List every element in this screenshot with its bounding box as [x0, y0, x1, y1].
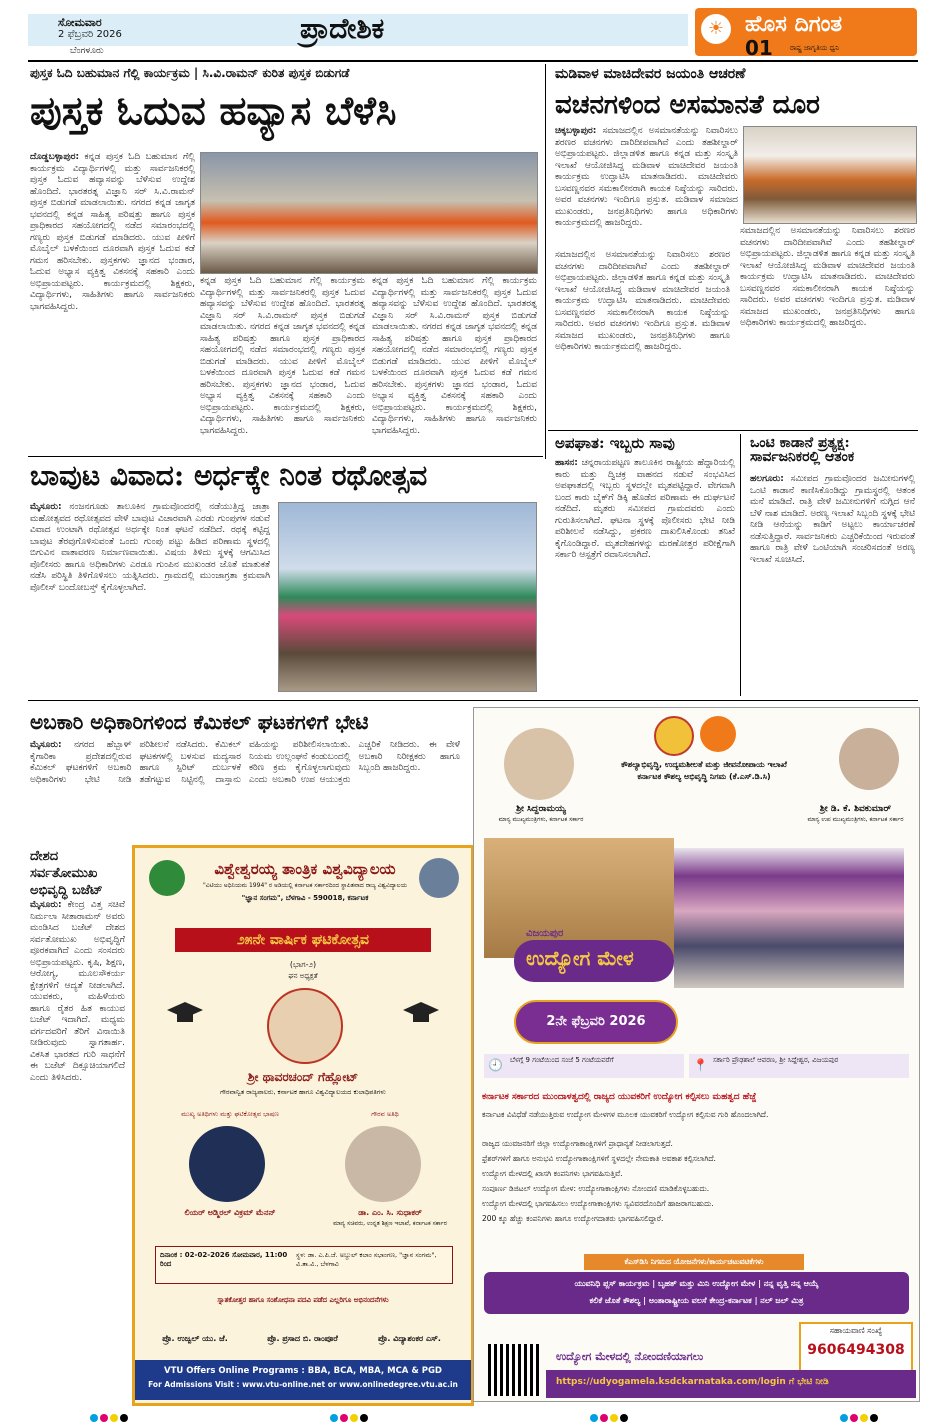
- udyoga-url[interactable]: https://udyogamela.ksdckarnataka.com/login ಗೆ ಭೇಟಿ ನೀಡಿ: [556, 1377, 829, 1387]
- page-number: 01: [745, 36, 773, 60]
- graduation-cap-icon-2: [401, 998, 441, 1032]
- vtu-chair-label: ಘನ ಅಧ್ಯಕ್ಷತೆ: [288, 972, 318, 980]
- udyoga-intro: ಕರ್ನಾಟಕ ವಿವಿಧೆಡೆ ನಡೆಯುತ್ತಿರುವ ಉದ್ಯೋಗ ಮೇಳಗಳ ಮೂಲಕ ಯುವಕರಿಗೆ ಉದ್ಯೋಗ ಕಲ್ಪಿಸುವ ಗುರಿ ಹೊಂದಲಾಗಿದೆ.: [482, 1110, 769, 1119]
- vtu-chief-label: ಮುಖ್ಯ ಅತಿಥಿಗಳು ಮತ್ತು ಘಟಿಕೋತ್ಸವ ಭಾಷಣ: [181, 1110, 279, 1118]
- story2-dateline: ಚಿಕ್ಕಬಳ್ಳಾಪುರ:: [555, 126, 597, 136]
- story4-text: ಚನ್ನರಾಯಪಟ್ಟಣ ತಾಲೂಕಿನ ರಾಷ್ಟ್ರೀಯ ಹೆದ್ದಾರಿಯಲ್ಲಿ ಕಾರು ಮತ್ತು ದ್ವಿಚಕ್ರ ವಾಹನದ ನಡುವೆ ಸಂಭವಿಸಿದ ಅಪಘಾತದಲ್ಲಿ ಇಬ್ಬರು ಸ್ಥಳದಲ್ಲೇ ಮೃತಪಟ್ಟಿದ್ದಾರೆ. ವೇಗವಾಗಿ ಬಂದ ಕಾರು ಬೈಕ್‌ಗೆ ಡಿಕ್ಕಿ ಹೊಡೆದ ಪರಿಣಾಮ ಈ ದುರ್ಘಟನೆ ನಡೆದಿದೆ. ಮೃತರು ಸಮೀಪದ ಗ್ರಾಮದವರು ಎಂದು ಗುರುತಿಸಲಾಗಿದೆ. ಘಟನಾ ಸ್ಥಳಕ್ಕೆ ಪೊಲೀಸರು ಭೇಟಿ ನೀಡಿ ಪರಿಶೀಲನೆ ನಡೆಸಿದ್ದು, ಪ್ರಕರಣ ದಾಖಲಿಸಿಕೊಂಡು ತನಿಖೆ ಕೈಗೊಂಡಿದ್ದಾರೆ. ಮೃತದೇಹಗಳನ್ನು ಮರಣೋತ್ತರ ಪರೀಕ್ಷೆಗಾಗಿ ಸರ್ಕಾರಿ ಆಸ್ಪತ್ರೆಗೆ ರವಾನಿಸಲಾಗಿದೆ.: [555, 458, 735, 560]
- story6-dateline: ಮೈಸೂರು:: [30, 740, 62, 750]
- vtu-sig-1: ಪ್ರೊ. ಉಜ್ವಲ್ ಯು. ಜೆ.: [162, 1334, 228, 1343]
- registration-marks-2: [330, 1407, 370, 1426]
- story2-body: [555, 126, 738, 246]
- udyoga-schemes-title: ಕೆಎಸ್‌ಡಿಸಿ ನಿಗಮದ ಯೋಜನೆಗಳು/ಕಾರ್ಯಚಟುವಟಿಕೆಗಳು: [584, 1254, 804, 1270]
- story2-headline: ವಚನಗಳಿಂದ ಅಸಮಾನತೆ ದೂರ: [555, 90, 820, 120]
- udyoga-place: ವಿಜಯಪುರ: [526, 928, 564, 939]
- vtu-sig-2: ಪ್ರೊ. ಪ್ರಸಾದ ಬಿ. ರಾಂಪೂರೆ: [267, 1334, 338, 1343]
- udyoga-time: ಬೆಳಗ್ಗೆ 9 ಗಂಟೆಯಿಂದ ಸಂಜೆ 5 ಗಂಟೆಯವರೆಗೆ: [510, 1056, 614, 1064]
- udyoga-point: 200 ಕ್ಕೂ ಹೆಚ್ಚು ಕಂಪನಿಗಳು ಹಾಗೂ ಉದ್ಯೋಗದಾತರು ಭಾಗವಹಿಸಲಿದ್ದಾರೆ.: [482, 1214, 664, 1223]
- vtu-footer-admissions: For Admissions Visit : www.vtu-online.net or www.onlinedegree.vtu.ac.in: [148, 1380, 458, 1389]
- story1-photo: [200, 152, 538, 274]
- udyoga-point: ಸಂಪೂರ್ಣ ಡಿಜಿಟಲ್ ಉದ್ಯೋಗ ಮೇಳ: ಉದ್ಯೋಗಾಕಾಂಕ್ಷಿಗಳು ನೋಂದಣಿ ಮಾಡಿಕೊಳ್ಳಬಹುದು.: [482, 1184, 710, 1193]
- paper-name: ಹೊಸ ದಿಗಂತ: [745, 12, 843, 37]
- story3-body: [30, 502, 270, 692]
- rule-mid-right: [548, 430, 918, 431]
- dcm-portrait: [839, 728, 899, 790]
- honour-guest-portrait: [345, 1126, 421, 1202]
- story3-text: ನಂಜನಗೂಡು ತಾಲೂಕಿನ ಗ್ರಾಮವೊಂದರಲ್ಲಿ ನಡೆಯುತ್ತಿದ್ದ ಜಾತ್ರಾ ಮಹೋತ್ಸವದ ರಥೋತ್ಸವದ ವೇಳೆ ಬಾವುಟ ವಿಚಾರವಾಗಿ ಎರಡು ಗುಂಪುಗಳ ನಡುವೆ ವಿವಾದ ಉಂಟಾಗಿ ರಥೋತ್ಸವ ಅರ್ಧಕ್ಕೇ ನಿಂತ ಘಟನೆ ನಡೆದಿದೆ. ರಥಕ್ಕೆ ಕಟ್ಟಿದ್ದ ಬಾವುಟ ತೆರವುಗೊಳಿಸುವಂತೆ ಒಂದು ಗುಂಪು ಪಟ್ಟು ಹಿಡಿದ ಪರಿಣಾಮ ಸ್ಥಳದಲ್ಲಿ ಬಿಗುವಿನ ವಾತಾವರಣ ನಿರ್ಮಾಣವಾಯಿತು. ವಿಷಯ ತಿಳಿದು ಸ್ಥಳಕ್ಕೆ ಆಗಮಿಸಿದ ಪೊಲೀಸರು ಹಾಗೂ ಅಧಿಕಾರಿಗಳು ಎರಡೂ ಗುಂಪಿನ ಮುಖಂಡರ ಜೊತೆ ಮಾತುಕತೆ ನಡೆಸಿ ಪರಿಸ್ಥಿತಿ ತಿಳಿಗೊಳಿಸಲು ಯತ್ನಿಸಿದರು. ಗ್ರಾಮದಲ್ಲಿ ಮುಂಜಾಗ್ರತಾ ಕ್ರಮವಾಗಿ ಪೊಲೀಸ್ ಬಂದೋಬಸ್ತ್ ಕೈಗೊಳ್ಳಲಾಗಿದೆ.: [30, 502, 270, 593]
- story1-text-3: ಕನ್ನಡ ಪುಸ್ತಕ ಓದಿ ಬಹುಮಾನ ಗೆಲ್ಲಿ ಕಾರ್ಯಕ್ರಮ ವಿದ್ಯಾರ್ಥಿಗಳಲ್ಲಿ ಮತ್ತು ಸಾರ್ವಜನಿಕರಲ್ಲಿ ಪುಸ್ತಕ ಓದುವ ಹವ್ಯಾಸವನ್ನು ಬೆಳೆಸುವ ಉದ್ದೇಶ ಹೊಂದಿದೆ. ಭಾರತರತ್ನ ವಿಜ್ಞಾನಿ ಸರ್ ಸಿ.ವಿ.ರಾಮನ್ ಪುಸ್ತಕ ಬಿಡುಗಡೆ ಮಾಡಲಾಯಿತು. ನಗರದ ಕನ್ನಡ ಜಾಗೃತ ಭವನದಲ್ಲಿ ಕನ್ನಡ ಸಾಹಿತ್ಯ ಪರಿಷತ್ತು ಹಾಗೂ ಪುಸ್ತಕ ಪ್ರಾಧಿಕಾರದ ಸಹಯೋಗದಲ್ಲಿ ನಡೆದ ಸಮಾರಂಭದಲ್ಲಿ ಗಣ್ಯರು ಪುಸ್ತಕ ಬಿಡುಗಡೆ ಮಾಡಿದರು. ಯುವ ಪೀಳಿಗೆ ಮೊಬೈಲ್ ಬಳಕೆಯಿಂದ ದೂರವಾಗಿ ಪುಸ್ತಕ ಓದುವ ಕಡೆ ಗಮನ ಹರಿಸಬೇಕು. ಪುಸ್ತಕಗಳು ಜ್ಞಾನದ ಭಂಡಾರ, ಓದುವ ಅಭ್ಯಾಸ ವ್ಯಕ್ತಿತ್ವ ವಿಕಸನಕ್ಕೆ ಸಹಕಾರಿ ಎಂದು ಅಭಿಪ್ರಾಯಪಟ್ಟರು. ಕಾರ್ಯಕ್ರಮದಲ್ಲಿ ಶಿಕ್ಷಕರು, ವಿದ್ಯಾರ್ಥಿಗಳು, ಸಾಹಿತಿಗಳು ಹಾಗೂ ಸಾರ್ವಜನಿಕರು ಭಾಗವಹಿಸಿದ್ದರು.: [372, 276, 537, 436]
- story5-body: [750, 474, 915, 694]
- dcm-name: ಶ್ರೀ ಡಿ. ಕೆ. ಶಿವಕುಮಾರ್: [819, 804, 892, 814]
- location-icon: 📍: [693, 1058, 708, 1072]
- udyoga-venue-box: [689, 1054, 909, 1078]
- helpline-number: 9606494308: [807, 1342, 905, 1358]
- vtu-guest-label: ಗೌರವ ಅತಿಥಿ: [371, 1110, 399, 1118]
- story1-dateline: ದೊಡ್ಡಬಳ್ಳಾಪುರ:: [30, 152, 80, 162]
- story2-text-3: ಸಮಾಜದಲ್ಲಿನ ಅಸಮಾನತೆಯನ್ನು ನಿವಾರಿಸಲು ಶರಣರ ವಚನಗಳು ದಾರಿದೀಪವಾಗಿವೆ ಎಂದು ತಹಶೀಲ್ದಾರ್ ಅಭಿಪ್ರಾಯಪಟ್ಟರು. ಜಿಲ್ಲಾಡಳಿತ ಹಾಗೂ ಕನ್ನಡ ಮತ್ತು ಸಂಸ್ಕೃತಿ ಇಲಾಖೆ ಆಯೋಜಿಸಿದ್ದ ಮಡಿವಾಳ ಮಾಚಿದೇವರ ಜಯಂತಿ ಕಾರ್ಯಕ್ರಮ ಉದ್ಘಾಟಿಸಿ ಮಾತನಾಡಿದರು. ಮಾಚಿದೇವರು ಬಸವಣ್ಣನವರ ಸಮಕಾಲೀನರಾಗಿ ಕಾಯಕ ನಿಷ್ಠೆಯನ್ನು ಸಾರಿದರು. ಅವರ ವಚನಗಳು ಇಂದಿಗೂ ಪ್ರಸ್ತುತ. ಮಡಿವಾಳ ಸಮಾಜದ ಮುಖಂಡರು, ಜನಪ್ರತಿನಿಧಿಗಳು ಹಾಗೂ ಅಧಿಕಾರಿಗಳು ಕಾರ್ಯಕ್ರಮದಲ್ಲಿ ಹಾಜರಿದ್ದರು.: [740, 226, 915, 328]
- vtu-guest-name: ಡಾ. ಎಂ. ಸಿ. ಸುಧಾಕರ್: [358, 1208, 422, 1217]
- udyoga-title-badge: [514, 928, 674, 982]
- story1-text-2: ಕನ್ನಡ ಪುಸ್ತಕ ಓದಿ ಬಹುಮಾನ ಗೆಲ್ಲಿ ಕಾರ್ಯಕ್ರಮ ವಿದ್ಯಾರ್ಥಿಗಳಲ್ಲಿ ಮತ್ತು ಸಾರ್ವಜನಿಕರಲ್ಲಿ ಪುಸ್ತಕ ಓದುವ ಹವ್ಯಾಸವನ್ನು ಬೆಳೆಸುವ ಉದ್ದೇಶ ಹೊಂದಿದೆ. ಭಾರತರತ್ನ ವಿಜ್ಞಾನಿ ಸರ್ ಸಿ.ವಿ.ರಾಮನ್ ಪುಸ್ತಕ ಬಿಡುಗಡೆ ಮಾಡಲಾಯಿತು. ನಗರದ ಕನ್ನಡ ಜಾಗೃತ ಭವನದಲ್ಲಿ ಕನ್ನಡ ಸಾಹಿತ್ಯ ಪರಿಷತ್ತು ಹಾಗೂ ಪುಸ್ತಕ ಪ್ರಾಧಿಕಾರದ ಸಹಯೋಗದಲ್ಲಿ ನಡೆದ ಸಮಾರಂಭದಲ್ಲಿ ಗಣ್ಯರು ಪುಸ್ತಕ ಬಿಡುಗಡೆ ಮಾಡಿದರು. ಯುವ ಪೀಳಿಗೆ ಮೊಬೈಲ್ ಬಳಕೆಯಿಂದ ದೂರವಾಗಿ ಪುಸ್ತಕ ಓದುವ ಕಡೆ ಗಮನ ಹರಿಸಬೇಕು. ಪುಸ್ತಕಗಳು ಜ್ಞಾನದ ಭಂಡಾರ, ಓದುವ ಅಭ್ಯಾಸ ವ್ಯಕ್ತಿತ್ವ ವಿಕಸನಕ್ಕೆ ಸಹಕಾರಿ ಎಂದು ಅಭಿಪ್ರಾಯಪಟ್ಟರು. ಕಾರ್ಯಕ್ರಮದಲ್ಲಿ ಶಿಕ್ಷಕರು, ವಿದ್ಯಾರ್ಥಿಗಳು, ಸಾಹಿತಿಗಳು ಹಾಗೂ ಸಾರ್ವಜನಿಕರು ಭಾಗವಹಿಸಿದ್ದರು.: [200, 276, 365, 436]
- sun-icon: ☀: [701, 14, 731, 44]
- vtu-subtitle: "ವಿಟಿಯು ಅಧಿನಿಯಮ 1994" ರ ಅಡಿಯಲ್ಲಿ ಕರ್ನಾಟಕ ಸರ್ಕಾರದಿಂದ ಸ್ಥಾಪಿತವಾದ ರಾಜ್ಯ ವಿಶ್ವವಿದ್ಯಾಲಯ: [203, 882, 407, 889]
- udyoga-banner: ಕರ್ನಾಟಕ ಸರ್ಕಾರದ ಮುಂದಾಳತ್ವದಲ್ಲಿ ರಾಜ್ಯದ ಯುವಕರಿಗೆ ಉದ್ಯೋಗ ಕಲ್ಪಿಸಲು ಮಹತ್ವದ ಹೆಜ್ಜೆ: [482, 1092, 757, 1102]
- cm-role: ಮಾನ್ಯ ಮುಖ್ಯಮಂತ್ರಿಗಳು, ಕರ್ನಾಟಕ ಸರ್ಕಾರ: [498, 816, 584, 823]
- story7-body: [30, 900, 125, 1405]
- vtu-chair-role: ಗೌರವಾನ್ವಿತ ರಾಜ್ಯಪಾಲರು, ಕರ್ನಾಟಕ ಹಾಗೂ ವಿಶ್ವವಿದ್ಯಾಲಯದ ಕುಲಾಧಿಪತಿಗಳು: [220, 1088, 386, 1096]
- meeting-photo: [674, 848, 904, 988]
- udyoga-schemes-2: ಕಲಿಕೆ ಜೊತೆ ಕೌಶಲ್ಯ | ಅಂತಾರಾಷ್ಟ್ರೀಯ ವಲಸೆ ಕೇಂದ್ರ-ಕರ್ನಾಟಕ | ನಲ್ ಜಲ್ ಮಿತ್ರ: [589, 1296, 804, 1305]
- masthead-date: 2 ಫೆಬ್ರವರಿ 2026: [58, 29, 122, 40]
- udyoga-point: ಫ್ರೆಶರ್‌ಗಳಿಗೆ ಹಾಗೂ ಅನುಭವಿ ಉದ್ಯೋಗಾಕಾಂಕ್ಷಿಗಳಿಗೆ ಸ್ಥಳದಲ್ಲೇ ನೇಮಕಾತಿ ಅವಕಾಶ ಕಲ್ಪಿಸಲಾಗಿದೆ.: [482, 1154, 716, 1163]
- udyoga-point: ರಾಜ್ಯದ ಯುವಜನರಿಗೆ ಜಿಲ್ಲಾ ಉದ್ಯೋಗಾಕಾಂಕ್ಷಿಗಳಿಗೆ ಪ್ರಾಧಾನ್ಯತೆ ನೀಡಲಾಗುತ್ತದೆ.: [482, 1139, 673, 1148]
- graduation-cap-icon: [165, 998, 205, 1032]
- udyoga-mela-ad: [473, 707, 920, 1402]
- clock-icon: 🕘: [488, 1058, 503, 1072]
- story2-text-2: ಸಮಾಜದಲ್ಲಿನ ಅಸಮಾನತೆಯನ್ನು ನಿವಾರಿಸಲು ಶರಣರ ವಚನಗಳು ದಾರಿದೀಪವಾಗಿವೆ ಎಂದು ತಹಶೀಲ್ದಾರ್ ಅಭಿಪ್ರಾಯಪಟ್ಟರು. ಜಿಲ್ಲಾಡಳಿತ ಹಾಗೂ ಕನ್ನಡ ಮತ್ತು ಸಂಸ್ಕೃತಿ ಇಲಾಖೆ ಆಯೋಜಿಸಿದ್ದ ಮಡಿವಾಳ ಮಾಚಿದೇವರ ಜಯಂತಿ ಕಾರ್ಯಕ್ರಮ ಉದ್ಘಾಟಿಸಿ ಮಾತನಾಡಿದರು. ಮಾಚಿದೇವರು ಬಸವಣ್ಣನವರ ಸಮಕಾಲೀನರಾಗಿ ಕಾಯಕ ನಿಷ್ಠೆಯನ್ನು ಸಾರಿದರು. ಅವರ ವಚನಗಳು ಇಂದಿಗೂ ಪ್ರಸ್ತುತ. ಮಡಿವಾಳ ಸಮಾಜದ ಮುಖಂಡರು, ಜನಪ್ರತಿನಿಧಿಗಳು ಹಾಗೂ ಅಧಿಕಾರಿಗಳು ಕಾರ್ಯಕ್ರಮದಲ್ಲಿ ಹಾಜರಿದ್ದರು.: [555, 250, 730, 352]
- vtu-date-venue-box: [155, 1246, 453, 1284]
- udyoga-venue: ಸರ್ಕಾರಿ ಪ್ರೌಢಶಾಲೆ ಆವರಣ, ಶ್ರೀ ಸಿದ್ದೇಶ್ವರ, ವಿಜಯಪುರ: [713, 1056, 839, 1064]
- section-title: ಪ್ರಾದೇಶಿಕ: [300, 12, 385, 45]
- kaushalya-logo-icon: [700, 716, 736, 752]
- top-rule: [28, 60, 918, 62]
- column-divider: [545, 64, 546, 459]
- vtu-chief-name: ಲಿಯರ್ ಅಡ್ಮಿರಲ್ ವಿಕ್ರಮ್ ಮೆನನ್: [184, 1208, 276, 1217]
- helpline-label: ಸಹಾಯವಾಣಿ ಸಂಖ್ಯೆ: [829, 1326, 883, 1335]
- registration-marks-4: [840, 1407, 880, 1426]
- udyoga-register-label: ಉದ್ಯೋಗ ಮೇಳದಲ್ಲಿ ನೋಂದಣಿಯಾಗಲು: [556, 1350, 704, 1363]
- story7-dateline: ಮೈಸೂರು:: [30, 900, 62, 910]
- story5-headline: ಒಂಟಿ ಕಾಡಾನೆ ಪ್ರತ್ಯಕ್ಷ: ಸಾರ್ವಜನಿಕರಲ್ಲಿ ಆತಂಕ: [750, 435, 855, 465]
- column-divider-2: [740, 434, 741, 696]
- registration-marks-1: [90, 1407, 130, 1426]
- story7-headline: ದೇಶದ ಸರ್ವತೋಮುಖ ಅಭಿವೃದ್ಧಿ ಬಜೆಟ್: [30, 849, 103, 898]
- udyoga-point: ಉದ್ಯೋಗ ಮೇಳದಲ್ಲಿ ಭಾಗವಹಿಸಲು ಉದ್ಯೋಗಾಕಾಂಕ್ಷಿಗಳು ಸ್ವವಿವರದೊಂದಿಗೆ ಹಾಜರಾಗಬಹುದು.: [482, 1199, 714, 1208]
- story4-dateline: ಹಾಸನ:: [555, 458, 578, 468]
- vtu-address: "ಜ್ಞಾನ ಸಂಗಮ", ಬೆಳಗಾವಿ - 590018, ಕರ್ನಾಟಕ: [241, 894, 369, 902]
- cm-portrait: [504, 728, 574, 800]
- vtu-footer-programs: VTU Offers Online Programs : BBA, BCA, MBA, MCA & PGD: [164, 1366, 442, 1376]
- udyoga-schemes-box: [484, 1272, 909, 1314]
- vtu-chair-name: ಶ್ರೀ ಥಾವರಚಂದ್ ಗೆಹ್ಲೋಟ್: [247, 1070, 359, 1084]
- qr-code[interactable]: [488, 1344, 540, 1396]
- story4-headline: ಅಪಘಾತ: ಇಬ್ಬರು ಸಾವು: [555, 434, 675, 452]
- chief-guest-portrait: [189, 1126, 265, 1202]
- dcm-role: ಮಾನ್ಯ ಉಪ ಮುಖ್ಯಮಂತ್ರಿಗಳು, ಕರ್ನಾಟಕ ಸರ್ಕಾರ: [807, 816, 904, 823]
- udyoga-title: ಉದ್ಯೋಗ ಮೇಳ: [526, 946, 634, 970]
- story1-kicker: ಪುಸ್ತಕ ಓದಿ ಬಹುಮಾನ ಗೆಲ್ಲಿ ಕಾರ್ಯಕ್ರಮ | ಸಿ.ವಿ.ರಾಮನ್ ಕುರಿತ ಪುಸ್ತಕ ಬಿಡುಗಡೆ: [30, 66, 350, 80]
- governor-portrait: [267, 988, 343, 1064]
- masthead-day: ಸೋಮವಾರ: [58, 16, 102, 29]
- helpline-box: [799, 1322, 913, 1372]
- vtu-date: ದಿನಾಂಕ : 02-02-2026 ಸೋಮವಾರ, 11:00 ರಿಂದ: [160, 1251, 288, 1268]
- visvesvaraya-portrait: [419, 858, 459, 898]
- vtu-part: (ಭಾಗ-೨): [289, 960, 317, 969]
- vtu-venue: ಸ್ಥಳ: ಡಾ. ಎ.ಪಿ.ಜೆ. ಅಬ್ದುಲ್ ಕಲಾಂ ಸಭಾಂಗಣ, "ಜ್ಞಾನ ಸಂಗಮ", ವಿ.ತಾ.ವಿ., ಬೆಳಗಾವಿ: [296, 1251, 437, 1268]
- story2-body-col2: [555, 250, 730, 430]
- cm-name: ಶ್ರೀ ಸಿದ್ದರಾಮಯ್ಯ: [516, 804, 566, 814]
- karnataka-emblem-icon: [654, 716, 694, 756]
- udyoga-date: 2ನೇ ಫೆಬ್ರವರಿ 2026: [514, 1000, 678, 1044]
- story6-body: [30, 740, 460, 835]
- story3-headline: ಬಾವುಟ ವಿವಾದ: ಅರ್ಧಕ್ಕೇ ನಿಂತ ರಥೋತ್ಸವ: [30, 459, 428, 492]
- udyoga-schemes-1: ಯುವನಿಧಿ ಪ್ಲಸ್ ಕಾರ್ಯಕ್ರಮ | ಬೃಹತ್ ಮತ್ತು ಮಿನಿ ಉದ್ಯೋಗ ಮೇಳ | ನನ್ನ ವೃತ್ತಿ ನನ್ನ ಆಯ್ಕೆ: [574, 1279, 819, 1288]
- udyoga-point: ಉದ್ಯೋಗ ಮೇಳದಲ್ಲಿ ಖಾಸಗಿ ಕಂಪನಿಗಳು ಭಾಗವಹಿಸುತ್ತಿವೆ.: [482, 1169, 623, 1178]
- story4-body: [555, 458, 735, 693]
- story2-text: ಸಮಾಜದಲ್ಲಿನ ಅಸಮಾನತೆಯನ್ನು ನಿವಾರಿಸಲು ಶರಣರ ವಚನಗಳು ದಾರಿದೀಪವಾಗಿವೆ ಎಂದು ತಹಶೀಲ್ದಾರ್ ಅಭಿಪ್ರಾಯಪಟ್ಟರು. ಜಿಲ್ಲಾಡಳಿತ ಹಾಗೂ ಕನ್ನಡ ಮತ್ತು ಸಂಸ್ಕೃತಿ ಇಲಾಖೆ ಆಯೋಜಿಸಿದ್ದ ಮಡಿವಾಳ ಮಾಚಿದೇವರ ಜಯಂತಿ ಕಾರ್ಯಕ್ರಮ ಉದ್ಘಾಟಿಸಿ ಮಾತನಾಡಿದರು. ಮಾಚಿದೇವರು ಬಸವಣ್ಣನವರ ಸಮಕಾಲೀನರಾಗಿ ಕಾಯಕ ನಿಷ್ಠೆಯನ್ನು ಸಾರಿದರು. ಅವರ ವಚನಗಳು ಇಂದಿಗೂ ಪ್ರಸ್ತುತ. ಮಡಿವಾಳ ಸಮಾಜದ ಮುಖಂಡರು, ಜನಪ್ರತಿನಿಧಿಗಳು ಹಾಗೂ ಅಧಿಕಾರಿಗಳು ಕಾರ್ಯಕ್ರಮದಲ್ಲಿ ಹಾಜರಿದ್ದರು.: [555, 126, 738, 228]
- story1-body: [30, 152, 195, 452]
- vtu-ad: [132, 845, 474, 1406]
- masthead-city: ಬೆಂಗಳೂರು: [70, 46, 104, 56]
- story2-kicker: ಮಡಿವಾಳ ಮಾಚಿದೇವರ ಜಯಂತಿ ಆಚರಣೆ: [555, 66, 746, 82]
- udyoga-dept: ಕೌಶಲ್ಯಾಭಿವೃದ್ಧಿ, ಉದ್ಯಮಶೀಲತೆ ಮತ್ತು ಜೀವನೋಪಾಯ ಇಲಾಖೆ: [621, 760, 787, 769]
- story3-photo: [278, 502, 537, 692]
- story2-body-col3: [740, 226, 915, 430]
- story6-headline: ಅಬಕಾರಿ ಅಧಿಕಾರಿಗಳಿಂದ ಕೆಮಿಕಲ್ ಘಟಕಗಳಿಗೆ ಭೇಟಿ: [30, 710, 369, 734]
- story2-photo: [743, 126, 917, 224]
- story5-text: ಸಮೀಪದ ಗ್ರಾಮವೊಂದರ ಜಮೀನುಗಳಲ್ಲಿ ಒಂಟಿ ಕಾಡಾನೆ ಕಾಣಿಸಿಕೊಂಡಿದ್ದು ಗ್ರಾಮಸ್ಥರಲ್ಲಿ ಆತಂಕ ಮನೆ ಮಾಡಿದೆ. ರಾತ್ರಿ ವೇಳೆ ಜಮೀನುಗಳಿಗೆ ನುಗ್ಗಿದ ಆನೆ ಬೆಳೆ ನಾಶ ಮಾಡಿದೆ. ಅರಣ್ಯ ಇಲಾಖೆ ಸಿಬ್ಬಂದಿ ಸ್ಥಳಕ್ಕೆ ಭೇಟಿ ನೀಡಿ ಆನೆಯನ್ನು ಕಾಡಿಗೆ ಅಟ್ಟಲು ಕಾರ್ಯಾಚರಣೆ ನಡೆಸುತ್ತಿದ್ದಾರೆ. ಸಾರ್ವಜನಿಕರು ಎಚ್ಚರಿಕೆಯಿಂದ ಇರುವಂತೆ ಹಾಗೂ ರಾತ್ರಿ ವೇಳೆ ಒಂಟಿಯಾಗಿ ಸಂಚರಿಸದಂತೆ ಅರಣ್ಯ ಇಲಾಖೆ ಸೂಚಿಸಿದೆ.: [750, 474, 915, 565]
- story3-dateline: ಮೈಸೂರು:: [30, 502, 62, 512]
- udyoga-points: [482, 1136, 912, 1226]
- story6-text: ನಗರದ ಹೆಬ್ಬಾಳ್ ಕೈಗಾರಿಕಾ ಪ್ರದೇಶದಲ್ಲಿರುವ ಕೆಮಿಕಲ್ ಘಟಕಗಳಿಗೆ ಅಬಕಾರಿ ಅಧಿಕಾರಿಗಳು ಭೇಟಿ ನೀಡಿ ಪರಿಶೀಲನೆ ನಡೆಸಿದರು. ಕೆಮಿಕಲ್ ಘಟಕಗಳಲ್ಲಿ ಬಳಸುವ ಮದ್ಯಸಾರ ಹಾಗೂ ಸ್ಪಿರಿಟ್ ದುರ್ಬಳಕೆ ತಡೆಗಟ್ಟುವ ನಿಟ್ಟಿನಲ್ಲಿ ದಾಸ್ತಾನು ವಹಿಯನ್ನು ಪರಿಶೀಲಿಸಲಾಯಿತು. ನಿಯಮ ಉಲ್ಲಂಘನೆ ಕಂಡುಬಂದಲ್ಲಿ ಕಠಿಣ ಕ್ರಮ ಕೈಗೊಳ್ಳಲಾಗುವುದು ಎಂದು ಅಬಕಾರಿ ಉಪ ಆಯುಕ್ತರು ಎಚ್ಚರಿಕೆ ನೀಡಿದರು. ಈ ವೇಳೆ ಅಬಕಾರಿ ನಿರೀಕ್ಷಕರು ಹಾಗೂ ಸಿಬ್ಬಂದಿ ಹಾಜರಿದ್ದರು.: [30, 740, 460, 785]
- vtu-emblem-icon: [149, 860, 185, 896]
- story1-text: ಕನ್ನಡ ಪುಸ್ತಕ ಓದಿ ಬಹುಮಾನ ಗೆಲ್ಲಿ ಕಾರ್ಯಕ್ರಮ ವಿದ್ಯಾರ್ಥಿಗಳಲ್ಲಿ ಮತ್ತು ಸಾರ್ವಜನಿಕರಲ್ಲಿ ಪುಸ್ತಕ ಓದುವ ಹವ್ಯಾಸವನ್ನು ಬೆಳೆಸುವ ಉದ್ದೇಶ ಹೊಂದಿದೆ. ಭಾರತರತ್ನ ವಿಜ್ಞಾನಿ ಸರ್ ಸಿ.ವಿ.ರಾಮನ್ ಪುಸ್ತಕ ಬಿಡುಗಡೆ ಮಾಡಲಾಯಿತು. ನಗರದ ಕನ್ನಡ ಜಾಗೃತ ಭವನದಲ್ಲಿ ಕನ್ನಡ ಸಾಹಿತ್ಯ ಪರಿಷತ್ತು ಹಾಗೂ ಪುಸ್ತಕ ಪ್ರಾಧಿಕಾರದ ಸಹಯೋಗದಲ್ಲಿ ನಡೆದ ಸಮಾರಂಭದಲ್ಲಿ ಗಣ್ಯರು ಪುಸ್ತಕ ಬಿಡುಗಡೆ ಮಾಡಿದರು. ಯುವ ಪೀಳಿಗೆ ಮೊಬೈಲ್ ಬಳಕೆಯಿಂದ ದೂರವಾಗಿ ಪುಸ್ತಕ ಓದುವ ಕಡೆ ಗಮನ ಹರಿಸಬೇಕು. ಪುಸ್ತಕಗಳು ಜ್ಞಾನದ ಭಂಡಾರ, ಓದುವ ಅಭ್ಯಾಸ ವ್ಯಕ್ತಿತ್ವ ವಿಕಸನಕ್ಕೆ ಸಹಕಾರಿ ಎಂದು ಅಭಿಪ್ರಾಯಪಟ್ಟರು. ಕಾರ್ಯಕ್ರಮದಲ್ಲಿ ಶಿಕ್ಷಕರು, ವಿದ್ಯಾರ್ಥಿಗಳು, ಸಾಹಿತಿಗಳು ಹಾಗೂ ಸಾರ್ವಜನಿಕರು ಭಾಗವಹಿಸಿದ್ದರು.: [30, 152, 195, 312]
- rule-mid-left: [28, 456, 543, 457]
- rule-lower: [28, 700, 918, 701]
- vtu-event: ೨೫ನೇ ವಾರ್ಷಿಕ ಘಟಿಕೋತ್ಸವ: [175, 928, 431, 952]
- paper-tagline: ರಾಷ್ಟ್ರ ಜಾಗೃತಿಯ ಧ್ವನಿ: [790, 44, 840, 52]
- vtu-sig-3: ಪ್ರೊ. ವಿದ್ಯಾಶಂಕರ ಎಸ್.: [378, 1334, 441, 1343]
- vtu-footer: [135, 1360, 471, 1400]
- story5-dateline: ಹಲಗೂರು:: [750, 474, 784, 484]
- story1-body-col3: [372, 276, 537, 452]
- story1-body-col2: [200, 276, 365, 452]
- vtu-congrats: ಸ್ನಾತಕೋತ್ತರ ಹಾಗೂ ಸಂಶೋಧನಾ ಪದವಿ ಪಡೆದ ಎಲ್ಲರಿಗೂ ಅಭಿನಂದನೆಗಳು: [217, 1296, 389, 1304]
- story7-text: ಕೇಂದ್ರ ವಿತ್ತ ಸಚಿವೆ ನಿರ್ಮಲಾ ಸೀತಾರಾಮನ್ ಅವರು ಮಂಡಿಸಿದ ಬಜೆಟ್ ದೇಶದ ಸರ್ವತೋಮುಖ ಅಭಿವೃದ್ಧಿಗೆ ಪೂರಕವಾಗಿದೆ ಎಂದು ಸಂಸದರು ಅಭಿಪ್ರಾಯಪಟ್ಟರು. ಕೃಷಿ, ಶಿಕ್ಷಣ, ಆರೋಗ್ಯ, ಮೂಲಸೌಕರ್ಯ ಕ್ಷೇತ್ರಗಳಿಗೆ ಆದ್ಯತೆ ನೀಡಲಾಗಿದೆ. ಯುವಕರು, ಮಹಿಳೆಯರು ಹಾಗೂ ರೈತರ ಹಿತ ಕಾಯುವ ಬಜೆಟ್ ಇದಾಗಿದೆ. ಮಧ್ಯಮ ವರ್ಗದವರಿಗೆ ತೆರಿಗೆ ವಿನಾಯಿತಿ ನೀಡಿರುವುದು ಸ್ವಾಗತಾರ್ಹ. ವಿಕಸಿತ ಭಾರತದ ಗುರಿ ಸಾಧನೆಗೆ ಈ ಬಜೆಟ್ ದಿಕ್ಸೂಚಿಯಾಗಲಿದೆ ಎಂದು ತಿಳಿಸಿದರು.: [30, 900, 125, 1083]
- udyoga-time-box: [484, 1054, 684, 1078]
- vtu-guest-role: ಮಾನ್ಯ ಸಚಿವರು, ಉನ್ನತ ಶಿಕ್ಷಣ ಇಲಾಖೆ, ಕರ್ನಾಟಕ ಸರ್ಕಾರ: [333, 1220, 447, 1227]
- registration-marks-3: [590, 1407, 630, 1426]
- story1-headline: ಪುಸ್ತಕ ಓದುವ ಹವ್ಯಾಸ ಬೆಳೆಸಿ: [30, 88, 397, 134]
- udyoga-corp: ಕರ್ನಾಟಕ ಕೌಶಲ್ಯ ಅಭಿವೃದ್ಧಿ ನಿಗಮ (ಕೆ.ಎಸ್.ಡಿ.ಸಿ): [637, 772, 771, 781]
- vtu-title: ವಿಶ್ವೇಶ್ವರಯ್ಯ ತಾಂತ್ರಿಕ ವಿಶ್ವವಿದ್ಯಾಲಯ: [214, 860, 396, 878]
